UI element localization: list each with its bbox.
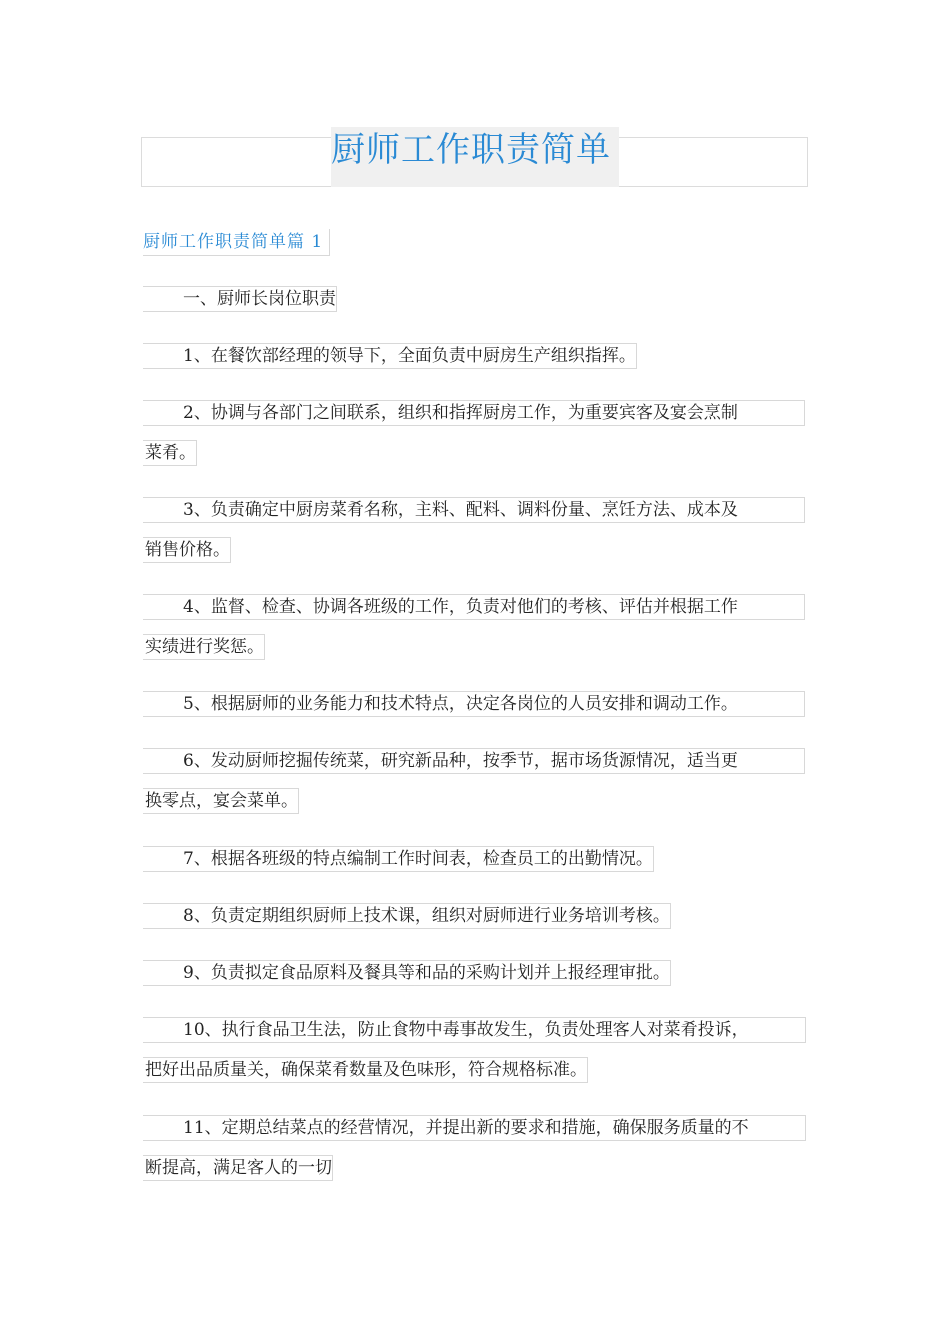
list-item-line-cont: 销售价格。 [143, 537, 231, 563]
list-item-line-cont: 断提高，满足客人的一切 [143, 1155, 333, 1181]
list-item-line: 6、发动厨师挖掘传统菜，研究新品种，按季节，据市场货源情况，适当更 [143, 748, 805, 774]
section-subtitle: 厨师工作职责简单篇 1 [143, 229, 330, 256]
page-title: 厨师工作职责简单 [331, 130, 611, 170]
list-item-line: 9、负责拟定食品原料及餐具等和品的采购计划并上报经理审批。 [143, 960, 671, 986]
list-item-line: 5、根据厨师的业务能力和技术特点，决定各岗位的人员安排和调动工作。 [143, 691, 805, 717]
list-item-line: 1、在餐饮部经理的领导下，全面负责中厨房生产组织指挥。 [143, 343, 637, 369]
list-item-line-cont: 把好出品质量关，确保菜肴数量及色味形，符合规格标准。 [143, 1057, 588, 1083]
list-item-line: 3、负责确定中厨房菜肴名称，主料、配料、调料份量、烹饪方法、成本及 [143, 497, 805, 523]
list-item-line: 7、根据各班级的特点编制工作时间表，检查员工的出勤情况。 [143, 846, 654, 872]
section-heading: 一、厨师长岗位职责 [143, 286, 337, 312]
list-item-line: 11、定期总结菜点的经营情况，并提出新的要求和措施，确保服务质量的不 [143, 1115, 806, 1141]
list-item-line-cont: 菜肴。 [143, 440, 197, 466]
list-item-line: 4、监督、检查、协调各班级的工作，负责对他们的考核、评估并根据工作 [143, 594, 805, 620]
list-item-line-cont: 实绩进行奖惩。 [143, 634, 265, 660]
list-item-line-cont: 换零点，宴会菜单。 [143, 788, 299, 814]
list-item-line: 10、执行食品卫生法，防止食物中毒事故发生，负责处理客人对菜肴投诉， [143, 1017, 806, 1043]
list-item-line: 2、协调与各部门之间联系，组织和指挥厨房工作，为重要宾客及宴会烹制 [143, 400, 805, 426]
list-item-line: 8、负责定期组织厨师上技术课，组织对厨师进行业务培训考核。 [143, 903, 671, 929]
